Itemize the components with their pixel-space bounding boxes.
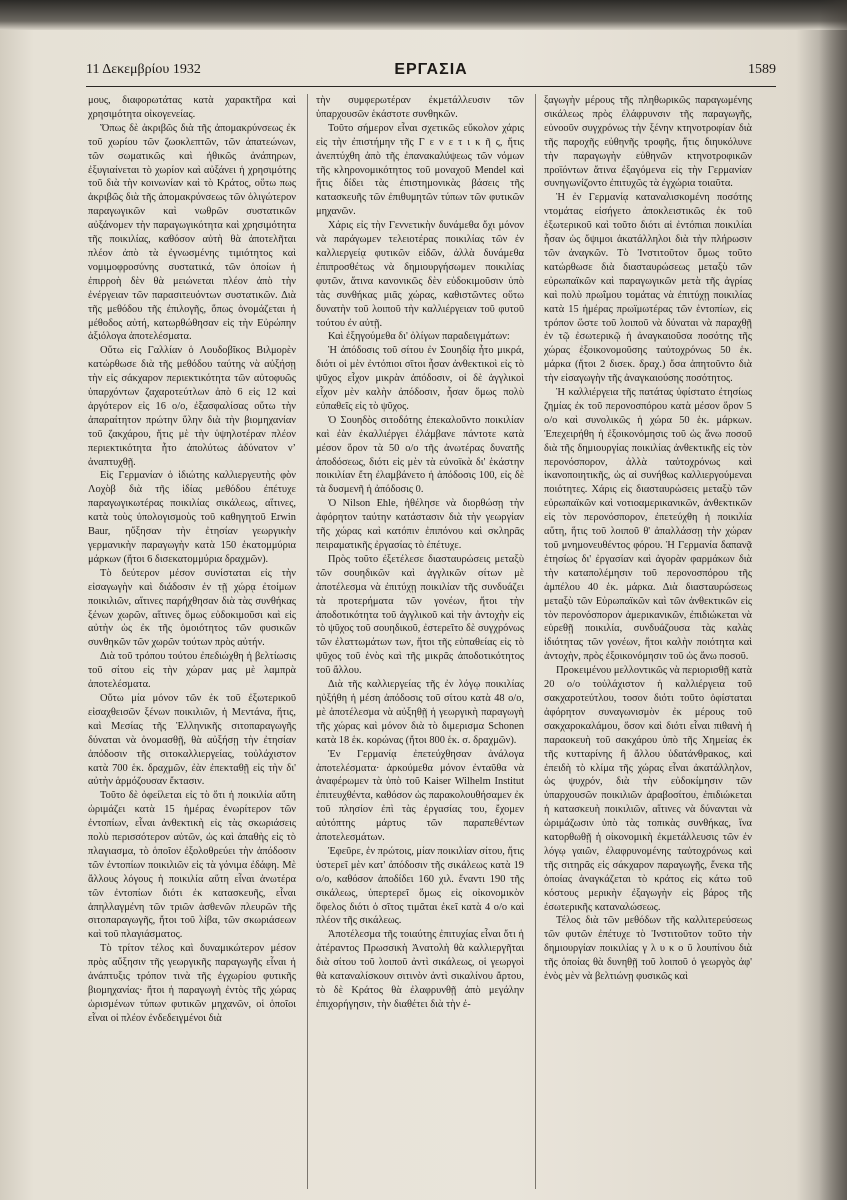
paragraph: Οὕτω εἰς Γαλλίαν ὁ Λουδοβῖκος Βιλμορὲν κατώρθωσε διὰ τῆς μεθόδου ταύτης νὰ αὐξήσῃ τὴν εἰς σάκχαρον περιεκτικότητα τῶν αὐτοφυῶς ὑπαρχόντων ζαχαροτεύτλων ἀπὸ 6 εἰς 12 καὶ ἀργότερον εἰς 16 ο/ο, ἐξασφαλίσας οὕτω τὴν ἀπαραίτητον πρώτην ὕλην διὰ τὴν βιομηχανίαν τοῦ ζακχάρου, ἥτις μὲ τὴν ὑψηλοτέραν πλέον περιεκτικότητα ἦτο ἀπολύτως ἀδύνατον νʼ ἀναπτυχθῇ. — [88, 345, 296, 468]
paragraph: ξαγωγὴν μέρους τῆς πληθωρικῶς παραγωμένης σικάλεως πρὸς ἐλάφρυνσιν τῆς παραγωγῆς, εὐνοοῦν συγχρόνως τὴν ξένην κτηνοτροφίαν διὰ τῆς παροχῆς εὐθηνῆς τροφῆς, ἥτις διηυκόλυνε τὴν παραγωγὴν εὐθηνῶν κτηνοτροφικῶν προϊόντων ἅτινα ἐξαγόμενα εἰς τὴν Γερμανίαν συνηγωνίζοντο ἐπιτυχῶς τὰ ἐγχώρια τοιαῦτα. — [544, 95, 752, 190]
paragraph: Ἡ ἐν Γερμανίᾳ καταναλισκομένη ποσότης ντομάτας εἰσήγετο ἀποκλειστικῶς ἐκ τοῦ ἐξωτερικοῦ καὶ τοῦτο διότι αἱ ἐντόπιαι ποικιλίαι ἦσαν ὡς ὄψιμοι ἀκατάλληλοι διὰ τὴν πλήρωσιν τῶν ἀναγκῶν. Τὸ Ἰνστιτοῦτον ὅμως τοῦτο κατώρθωσε διὰ διασταυρώσεως μεταξὺ τῶν εὐρωπαϊκῶν καὶ παραγωγικῶν μετὰ τῆς ἀγρίας καὶ πολὺ πρωΐμου τομάτας νὰ ἐπιτύχῃ ποικιλίας κατὰ 15 ἡμέρας πρωϊμωτέρας τῶν ἐντοπίων, εἰς τρόπον ὥστε τοῦ λοιποῦ νὰ δύναται νὰ παραχθῇ ἐν τῷ ἐσωτερικῷ ἡ ἀναγκαιοῦσα ποσότης τῆς χώρας ἐξοικονομοῦσης ταὐτοχρόνως 50 ἑκ. μάρκα (ἤτοι 2 δισεκ. δραχ.) ὅσα ἀπητοῦντο διὰ τὴν εἰσαγωγὴν τῆς ἀναγκαιούσης ποσότητος. — [544, 192, 752, 385]
paragraph: μους, διαφορωτάτας κατὰ χαρακτῆρα καὶ χρησιμότητα οἰκογενείας. — [88, 95, 296, 120]
text-column-3 — [544, 94, 752, 1189]
paragraph: Τέλος διὰ τῶν μεθόδων τῆς καλλιτερεύσεως τῶν φυτῶν ἐπέτυχε τὸ Ἰνστιτοῦτον τοῦτο τὴν δημιουργίαν ποικιλίας γ λ υ κ ο ῦ λουπίνου διὰ τῆς ὁποίας θὰ δυνηθῇ τοῦ λοιποῦ ὁ γεωργὸς ἀφ' ἑνὸς μὲν νὰ βελτιώνῃ φυσικῶς καὶ — [544, 915, 752, 983]
paragraph: Ἐν Γερμανίᾳ ἐπετεύχθησαν ἀνάλογα ἀποτελέσματα· ἀρκούμεθα μόνον ἐνταῦθα νὰ ἀναφέρωμεν τὰ ὑπὸ τοῦ Kaiser Wilhelm Institut ἐπιτευχθέντα, καθόσον ὡς παρακολουθήσαμεν ἐκ τοῦ πλησίον ἐπὶ τὰς ἐργασίας του, ἔχομεν αὐτόπτης μάρτυς τῶν παραπεθέντων ἀποτελεσμάτων. — [316, 748, 524, 844]
paragraph: Τὸ δεύτερον μέσον συνίσταται εἰς τὴν εἰσαγωγὴν καὶ διάδοσιν ἐν τῇ χώρᾳ ἐτοίμων ποικιλιῶν, αἵτινες παρήχθησαν διὰ τὰς συνθήκας ξένων χωρῶν, αἵτινες ὅμως εὐδοκιμοῦσι καὶ εἰς αὐτὴν ὡς ἐκ τῆς ὁμοιότητος τῶν φυσικῶν συνθηκῶν τῶν χωρῶν τούτων πρὸς αὐτήν. — [88, 567, 296, 649]
paragraph: Τοῦτο δὲ ὀφείλεται εἰς τὸ ὅτι ἡ ποικιλία αὕτη ὡριμάζει κατὰ 15 ἡμέρας ἐνωρίτερον τῶν ἐντοπίων, εἶναι ἀνθεκτικὴ εἰς τὰς σκωριάσεις πολὺ περισσότερον αὐτῶν, ὡς καὶ ἀπαθὴς εἰς τὸ πλαγιασμα, τὸ ὁποῖον ἐξολοθρεύει τὴν ἀπόδοσιν τῶν ἐντοπίων ποικιλιῶν εἰς τὰ γόνιμα ἐδάφη. Μὲ ἄλλους λόγους ἡ ποικιλία αὕτη εἶναι ἀνωτέρα τῶν ἐντοπίων διότι ἐκ κατασκευῆς, εἶναι ἀπηλλαγμένη τῶν τριῶν ἀσθενῶν πλευρῶν τῆς σιτοπαραγωγῆς, ἤτοι τοῦ λίβα, τῶν σκωριάσεων καὶ τοῦ πλαγιάσματος. — [88, 790, 296, 941]
paragraph: Τοῦτο σήμερον εἶναι σχετικῶς εὔκολον χάρις εἰς τὴν ἐπιστήμην τῆς Γ ε ν ε τ ι κ ῆ ς, ἥτις ἀνεπτύχθη ἀπὸ τῆς ἐπανακαλύψεως τῶν νόμων τῆς κληρονομικότητος τοῦ μοναχοῦ Mendel καὶ ἥτις δίδει τὰς ἐπιστημονικὰς βάσεις τῆς κατασκευῆς τῶν ἐπιθυμητῶν τύπων τῶν φυτικῶν μηχανῶν. — [316, 122, 524, 218]
scan-right-shadow — [819, 0, 847, 1200]
paragraph: Ἡ καλλιέργεια τῆς πατάτας ὑφίστατο ἐτησίως ζημίας ἐκ τοῦ περονοσπόρου κατὰ μέσον ὅρον 5 ο/ο καὶ συνολικῶς ἡ χώρα 50 ἑκ. μάρκων. Ἐπεχειρήθη ἡ ἐξοικονόμησις τοῦ ὡς ἄνω ποσοῦ διὰ τῆς δημιουργίας ποικιλίας ἀνθεκτικῆς εἰς τὸν περονόσπορον, ἀλλὰ ταὐτοχρόνως καὶ ἱκανοποιητικῆς, ὡς αἱ συνήθως καλλιεργούμεναι ποιότητες. Χάρις εἰς διασταυρώσεις μεταξὺ τῶν εὐρωπαϊκῶν καὶ νοτιοαμερικανικῶν, ἀνθεκτικῶν εἰς τὸν περονόσπορον, ἐπετεύχθη ἡ ποικιλία αὕτη, ἥτις τοῦ λοιποῦ θ' ἀπαλλάσσῃ τὴν χώραν τοῦ μνημονευθέντος φόρου. Ἡ Γερμανία δαπανᾷ ἐτησίως δι' ἐργασίαν καὶ ἀγορὰν φαρμάκων διὰ τὴν καταπολέμησιν τοῦ περονοσπόρου τῆς ἀμπέλου 40 ἑκ. μάρκα. Διὰ διασταυρώσεως μεταξὺ τῶν Εὐρωπαϊκῶν καὶ τῶν ἀνθεκτικῶν εἰς τὸν περονόσπορον ἀμερικανικῶν, ἐπιδιώκεται νὰ εὑρεθῇ ποικιλία, συνδυάζουσα τὰς καλὰς ἰδιότητας τῶν γονέων, ἤτοι καλὴν ποιότητα καὶ ἀντοχὴν, πρὸς ἐξοικονόμησιν τοῦ ὡς ἄνω ποσοῦ. — [544, 387, 752, 663]
paragraph: Τὸ τρίτον τέλος καὶ δυναμικώτερον μέσον πρὸς αὔξησιν τῆς γεωργικῆς παραγωγῆς εἶναι ἡ ἀνάπτυξις τρόπον τινὰ τῆς ἐγχωρίου φυτικῆς βιομηχανίας· ἤτοι ἡ παραγωγὴ ἐντὸς τῆς χώρας ὡρισμένων τύπων φυτικῶν μηχανῶν, οἱ ὁποῖοι εἶναι οἱ πλέον ἐνδεδειγμένοι διὰ — [88, 943, 296, 1024]
issue-date: 11 Δεκεμβρίου 1932 — [86, 62, 201, 77]
header-rule — [86, 86, 776, 87]
paragraph: Πρὸς τοῦτο ἐξετέλεσε διασταυρώσεις μεταξὺ τῶν σουηδικῶν καὶ ἀγγλικῶν σίτων μὲ ἀποτέλεσμα νὰ ἐπιτύχῃ ποικιλίαν τῆς συνδυάζει τὰ προτερήματα τῶν γονέων, ἤτοι τὴν ἀποδοτικότητα τοῦ ἀγγλικοῦ καὶ τὴν ἀντοχὴν εἰς τὸ ψῦχος τοῦ σουηδικοῦ, ἐστερεῖτο δὲ συγχρόνως τῶν ἐλαττωμάτων των, ἤτοι τῆς εὐπαθείας εἰς τὸ ψῦχος τοῦ ἑνὸς καὶ τῆς μικρᾶς ἀποδοτικότητος τοῦ ἄλλου. — [316, 553, 524, 677]
paragraph: Ὁ Nilson Ehle, ἠθέλησε νὰ διορθώσῃ τὴν ἀφόρητον ταύτην κατάστασιν διὰ τὴν γεωργίαν τῆς χώρας καὶ κατόπιν ἐπιπόνου καὶ σκληρᾶς πειραματικῆς ἐργασίας τὸ ἐπέτυχε. — [316, 498, 524, 551]
column-divider-2 — [535, 94, 536, 1189]
paragraph: Προκειμένου μελλοντικῶς νὰ περιορισθῇ κατὰ 20 ο/ο τοὐλάχιστον ἡ καλλιέργεια τοῦ σακχαροτεύτλου, τοσον διότι τοῦτο ὀφίσταται ἀφόρητον συναγωνισμὸν ἐκ μέρους τοῦ σακχαροκαλάμου, ὅσον καὶ διότι εἶναι πιθανὴ ἡ παραοκευὴ τοῦ σακχάρου ὑπὸ τῆς Χημείας ἐκ τῆς κυτταρίνης ἢ ἄλλου ὑδατάνθρακος, καὶ ἐπειδὴ τὸ κλίμα τῆς χώρας εἶναι ἀκατάλληλον, ὡς ψυχρόν, διὰ τὴν εὐδοκίμησιν τῶν ὑπαρχουσῶν ποικιλιῶν ἀραβοσίτου, ἐπιδιώκεται ἡ κατασκευὴ ποικιλιῶν, αἵτινες νὰ δύνανται νὰ ὡριμάζωσιν ὑπὸ τὰς τοπικὰς συνθήκας, ἵνα κατορθωθῇ ἡ οἰκονομικὴ ἐκμετάλλευσις τῶν ἐν λόγῳ γαιῶν, ἐλαφρυνομένης ταὐτοχρόνως καὶ τῆς σιτηρᾶς εἰς σάκχαρον παραγωγῆς, ἕνεκα τῆς ὁποίας ἀναγκάζεται τὸ κράτος εἰς κάτω τοῦ κόστους μερικὴν ἐξαγωγὴν εἰς βάρος τῆς ἐσωτερικῆς καταναλώσεως. — [544, 665, 752, 913]
paragraph: Εἰς Γερμανίαν ὁ ἰδιώτης καλλιεργευτὴς φὸν Λοχὸβ διὰ τῆς ἰδίας μεθόδου ἐπέτυχε παραγωγικωτέρας ποικιλίας σικάλεως, αἵτινες, κατὰ τοὺς ὑπολογισμοὺς τοῦ καθηγητοῦ Erwin Baur, ηὔξησαν τὴν ἐτησίαν γεωργικὴν γερμανικὴν παραγωγὴν κατὰ 150 ἑκατομμύρια μάρκων (ἤτοι 6 δισεκατομμύρια δραχμῶν). — [88, 470, 296, 565]
paragraph: Ὁ Σουηδὸς σιτοδότης ἐπεκαλοῦντο ποικιλίαν καὶ ἐὰν ἐκαλλιέργει ἐλάμβανε πάντοτε κατὰ μέσον ὅρον τὰ 50 ο/ο τῆς ἀνωτέρας δυνατῆς ἀποδόσεως, διότι εἰς μὲν τὰ εὐνοϊκὰ δι' ἑκάστην ποικιλίαν ἔτη ἐλαμβάνετο ἡ ἀπόδοσις 100, εἰς δὲ τὰ δυσμενῆ ἡ ἀπόδοσις 0. — [316, 414, 524, 496]
paragraph: Διὰ τῆς καλλιεργείας τῆς ἐν λόγῳ ποικιλίας ηὐξήθη ἡ μέση ἀπόδοσις τοῦ σίτου κατὰ 48 ο/ο, μὲ ἀποτέλεσμα νὰ αὐξηθῇ ἡ γεωργικὴ παραγωγὴ τῆς χώρας καὶ μόνον διὰ τὸ διμερισμα Schonen κατὰ 18 ἑκ. κορώνας (ἤτοι 800 ἑκ. σ. δραχμῶν). — [316, 679, 524, 746]
scan-top-edge — [0, 0, 847, 30]
paragraph: Διὰ τοῦ τρόπου τούτου ἐπεδιώχθη ἡ βελτίωσις τοῦ σίτου εἰς τὴν χώραν μας μὲ λαμπρὰ ἀποτελέσματα. — [88, 651, 296, 691]
page-number: 1589 — [748, 62, 776, 77]
page-header — [86, 62, 776, 84]
paragraph: Ἀποτέλεσμα τῆς τοιαύτης ἐπιτυχίας εἶναι ὅτι ἡ ἀτέραντος Πρωσσικὴ Ἀνατολὴ θὰ καλλιεργῆται διὰ σίτου τοῦ λοιποῦ ἀντὶ σικάλεως, οἱ γεωργοὶ θὰ καταναλίσκουν σιτινὸν ἀντὶ σικαλίνου ἄρτου, τὸ δὲ Κράτος θὰ ἐλαφρυνθῇ ἀπὸ μεγάλην ἐπιχορήγησιν, τὴν διαθέτει διὰ τὴν ἐ- — [316, 929, 524, 1010]
text-column-1 — [88, 94, 296, 1189]
paragraph: Χάρις εἰς τὴν Γεννετικὴν δυνάμεθα ὄχι μόνον νὰ παράγωμεν τελειοτέρας ποικιλίας τῶν ἐν καλλιεργείᾳ φυτικῶν εἰδῶν, ἀλλὰ δυνάμεθα ἐπιπροσθέτως νὰ δημιουργήσωμεν ποικιλίας φυτῶν, ἅτινα κανονικῶς δὲν εὐδοκιμοῦσιν ὑπὸ τὰς συνθήκας μιᾶς χώρας, καθιστῶντες οὕτω δυνατὴν τοῦ λοιποῦ τὴν καλλιέργειαν τοῦ φυτοῦ τούτου ἐν αὐτῇ. — [316, 220, 524, 329]
publication-title: ΕΡΓΑΣΙΑ — [394, 61, 468, 78]
paragraph: Ἡ ἀπόδοσις τοῦ σίτου ἐν Σουηδίᾳ ἦτο μικρά, διότι οἱ μὲν ἐντόπιοι σῖτοι ἦσαν ἀνθεκτικοὶ εἰς τὸ ψῦχος εἶχον μικρὰν ἀπόδοσιν, οἱ δὲ ἀγγλικοὶ εἶχον μὲν καλὴν ἀπόδοσιν, ἦσαν ὅμως πολὺ εὐπαθεῖς εἰς τὸ ψῦχος. — [316, 345, 524, 412]
paragraph: Ὅπως δὲ ἀκριβῶς διὰ τῆς ἀπομακρύνσεως ἐκ τοῦ χωρίου τῶν ζωοκλεπτῶν, τῶν ἀπατεώνων, τῶν σωματικῶς καὶ ἠθικῶς ἀνάπηρων, ἐξυγιαίνεται τὸ χωρίον καὶ αὐξάνει ἡ χρησιμότης τοῦ διὰ τὴν κοινωνίαν καὶ τὸ Κράτος, οὕτω πως ἀκριβῶς διὰ τῆς ἀπομακρύνσεως τῶν ὀλιγώτερον παραγωγικῶν καὶ νωθρῶν συστατικῶν αὐξάνομεν τὴν παραγωγικότητα καὶ χρησιμότητα τῆς ποικιλίας, καθόσον αὐτὴ θὰ ἀποτελῆται πλέον ἀπὸ τὰ ἐγνωσμένης τιμιότητος καὶ νομιμοφροσύνης συστατικά, τῶν ὁποίων ἡ ἐπιρροὴ δὲν θὰ μειώνεται πλέον ἀπὸ τὴν ἐνέργειαν τῶν παρασιτευόντων συστατικῶν. Διὰ τῆς μεθόδου τῆς ἐπιλογῆς, ὅπως ὀνομάζεται ἡ μέθοδος αὐτή, κατωρθώθησαν εἰς τὴν Εὐρώπην ἀξιόλογα ἀποτελέσματα. — [88, 122, 296, 343]
paragraph: τὴν συμφερωτέραν ἐκμετάλλευσιν τῶν ὑπαρχουσῶν ἑκάστοτε συνθηκῶν. — [316, 95, 524, 120]
column-divider-1 — [307, 94, 308, 1189]
paragraph: Οὕτω μία μόνον τῶν ἐκ τοῦ ἐξωτερικοῦ εἰσαχθεισῶν ξένων ποικιλιῶν, ἡ Μεντάνα, ἥτις, καὶ Μεσίας τῆς Ἑλληνικῆς σιτοπαραγωγῆς δύναται νὰ ὀνομασθῇ, θὰ αὐξήσῃ τὴν ἐτησίαν ἀπόδοσιν τῆς σιτοκαλλιεργείας, τοὐλάχιστον κατὰ 700 ἑκ. δραχμῶν, ἐὰν ἐπεκταθῇ εἰς τὴν δι' αὐτὴν ἁρμόζουσαν ἔκτασιν. — [88, 692, 296, 788]
paragraph: Ἐφεῦρε, ἐν πρώτοις, μίαν ποικιλίαν σίτου, ἥτις ὑστερεῖ μὲν κατ' ἀπόδοσιν τῆς σικάλεως κατὰ 19 ο/ο, καθόσον ἀποδίδει 160 χιλ. ἔναντι 190 τῆς σικάλεως, ὑπερτερεῖ ὅμως εἰς οἰκονομικὸν ὄφελος διότι ὁ σῖτος τιμᾶται ἐκεῖ κατὰ 4 ο/ο καὶ πλέον τῆς σικάλεως. — [316, 845, 524, 927]
paragraph: Καὶ ἐξηγούμεθα δι' ὀλίγων παραδειγμάτων: — [328, 331, 510, 343]
text-column-2 — [316, 94, 524, 1189]
